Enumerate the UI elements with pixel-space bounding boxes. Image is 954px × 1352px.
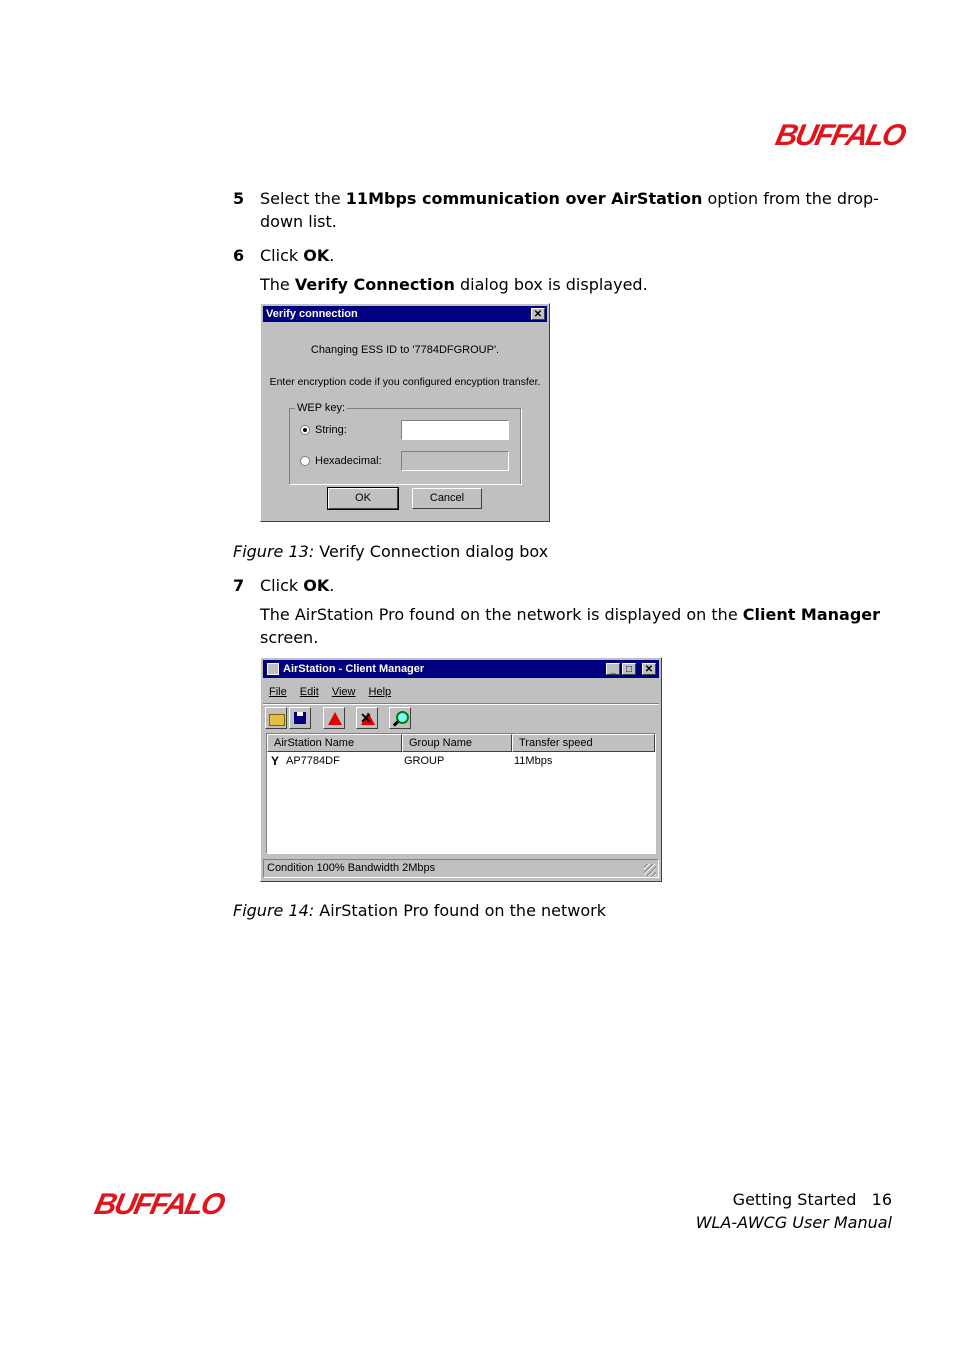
string-radio-label: String: — [315, 424, 347, 436]
buffalo-logo-footer: BUFFALO — [91, 1188, 227, 1221]
save-disk-icon[interactable] — [289, 707, 311, 729]
table-row[interactable] — [267, 753, 655, 769]
window-titlebar — [263, 660, 659, 678]
dialog-title: Verify connection — [266, 308, 358, 320]
transfer-speed-cell: 11Mbps — [514, 755, 553, 767]
dialog-message: Changing ESS ID to '7784DFGROUP'. — [310, 344, 500, 356]
step-text: Select the 11Mbps communication over AirStation option from the drop-down list. — [260, 189, 879, 231]
resize-grip-icon[interactable] — [644, 864, 656, 876]
wep-key-label: WEP key: — [297, 402, 346, 414]
step-text: Click OK. — [260, 576, 335, 595]
dialog-instruction: Enter encryption code if you configured encyption transfer. — [269, 376, 541, 388]
verify-connection-dialog — [260, 303, 550, 522]
airstation-list — [266, 733, 656, 854]
step-number: 7 — [233, 576, 245, 595]
string-radio[interactable] — [300, 425, 310, 435]
wep-hex-input[interactable] — [401, 451, 509, 471]
antenna-icon: Y — [271, 754, 280, 768]
step-7-description: The AirStation Pro found on the network is displayed on the Client Manager screen. — [260, 605, 881, 647]
menu-view[interactable]: View — [331, 686, 356, 698]
footer-section: Getting Started 16 — [732, 1190, 892, 1209]
footer-manual-title: WLA-AWCG User Manual — [695, 1213, 892, 1232]
toolbar-divider — [263, 703, 659, 705]
connect-icon[interactable] — [323, 707, 345, 729]
group-name-cell: GROUP — [404, 755, 445, 767]
radio-selected-dot — [303, 428, 307, 432]
app-icon — [267, 663, 279, 675]
menu-file[interactable]: File — [269, 686, 287, 698]
window-title: AirStation - Client Manager — [283, 663, 425, 675]
figure-14-caption: Figure 14: AirStation Pro found on the network — [233, 901, 606, 920]
wep-string-input[interactable] — [401, 420, 509, 440]
open-folder-icon[interactable] — [265, 707, 287, 729]
disconnect-icon[interactable]: ✕ — [356, 707, 378, 729]
step-number: 5 — [233, 189, 245, 208]
page-number: 16 — [871, 1190, 892, 1209]
hexadecimal-radio[interactable] — [300, 456, 310, 466]
airstation-name-cell: AP7784DF — [286, 755, 340, 767]
menu-bar — [269, 684, 391, 700]
status-bar — [263, 859, 659, 878]
dialog-titlebar — [263, 306, 547, 322]
maximize-icon[interactable]: □ — [622, 663, 636, 675]
step-number: 6 — [233, 246, 245, 265]
menu-help[interactable]: Help — [368, 686, 392, 698]
step-6-description: The Verify Connection dialog box is displayed. — [260, 275, 648, 294]
step-text: Click OK. — [260, 246, 335, 265]
close-icon[interactable]: ✕ — [531, 308, 545, 320]
hexadecimal-radio-label: Hexadecimal: — [315, 455, 382, 467]
column-header[interactable]: Group Name — [402, 734, 512, 752]
menu-edit[interactable]: Edit — [299, 686, 319, 698]
wep-key-group — [289, 402, 521, 484]
ok-button[interactable]: OK — [328, 488, 398, 509]
client-manager-window — [260, 657, 662, 882]
minimize-icon[interactable]: _ — [606, 663, 620, 675]
search-icon[interactable] — [389, 707, 411, 729]
buffalo-logo: BUFFALO — [772, 119, 908, 152]
column-header[interactable]: AirStation Name — [267, 734, 402, 752]
status-text: Condition 100% Bandwidth 2Mbps — [267, 862, 436, 874]
figure-13-caption: Figure 13: Verify Connection dialog box — [233, 542, 549, 561]
cancel-button[interactable]: Cancel — [412, 488, 482, 509]
close-icon[interactable]: ✕ — [642, 663, 656, 675]
column-header[interactable]: Transfer speed — [512, 734, 655, 752]
list-header — [267, 734, 655, 752]
